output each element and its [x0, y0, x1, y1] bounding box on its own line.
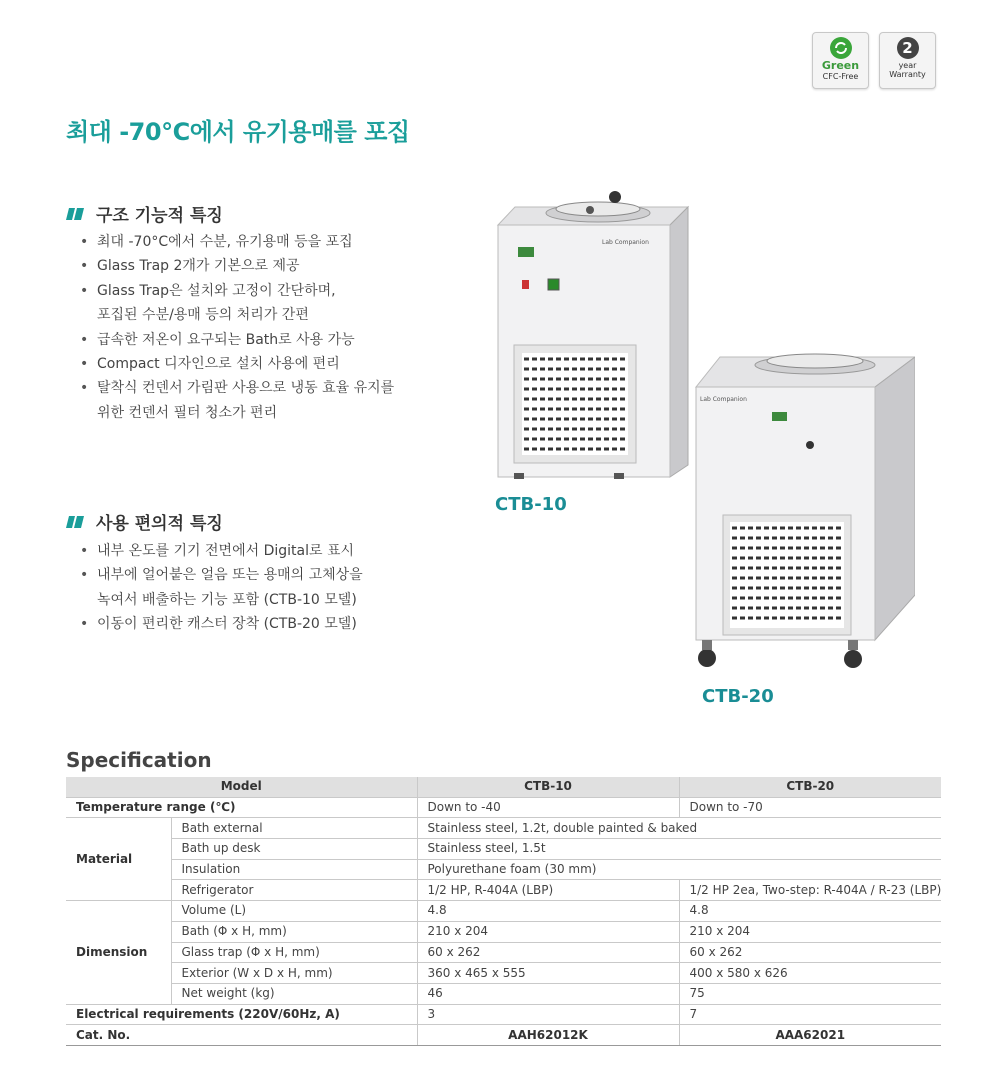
warranty-number: 2: [897, 37, 919, 59]
catno-ctb-20: AAA62021: [679, 1025, 941, 1046]
exterior-ctb-20: 400 x 580 x 626: [679, 963, 941, 984]
section-marker-icon: [66, 516, 84, 528]
warranty-badge: [879, 32, 936, 89]
header-model: Model: [66, 777, 417, 797]
bath-ctb-10: 210 x 204: [417, 921, 679, 942]
ctb-10-product-image: [490, 185, 690, 485]
table-row: [66, 859, 941, 880]
glass-trap-ctb-20: 60 x 262: [679, 942, 941, 963]
list-item: • Glass Trap은 설치와 고정이 간단하며, 포집된 수분/용매 등의 처리가 간편: [80, 279, 394, 328]
section-marker-icon: [66, 208, 84, 220]
table-row: [66, 1004, 941, 1025]
net-weight-ctb-10: 46: [417, 983, 679, 1004]
ctb-20-brand: Lab Companion: [700, 396, 747, 403]
structure-feature-list: [80, 230, 394, 425]
ctb-20-product-image: [690, 345, 915, 675]
temperature-label: Temperature range (℃): [66, 797, 417, 818]
exterior-label: Exterior (W x D x H, mm): [171, 963, 417, 984]
list-item: • Compact 디자인으로 설치 사용에 편리: [80, 352, 394, 376]
bath-external-label: Bath external: [171, 818, 417, 839]
section-structure-label: 구조 기능적 특징: [96, 206, 223, 226]
section-convenience-label: 사용 편의적 특징: [96, 514, 223, 534]
temperature-ctb-20: Down to -70: [679, 797, 941, 818]
ctb-10-label: CTB-10: [495, 494, 567, 515]
badge-warranty-line2: Warranty: [889, 70, 926, 79]
green-cfc-free-badge: [812, 32, 869, 89]
insulation-value: Polyurethane foam (30 mm): [417, 859, 941, 880]
catno-ctb-10: AAH62012K: [417, 1025, 679, 1046]
material-label: Material: [66, 818, 171, 901]
certification-badges: [812, 32, 936, 89]
table-row: [66, 797, 941, 818]
ctb-10-brand: Lab Companion: [602, 239, 649, 246]
bath-up-desk-label: Bath up desk: [171, 839, 417, 860]
badge-warranty-line1: year: [898, 61, 917, 70]
table-row: [66, 942, 941, 963]
convenience-feature-list: [80, 539, 363, 637]
exterior-ctb-10: 360 x 465 x 555: [417, 963, 679, 984]
list-item: • Glass Trap 2개가 기본으로 제공: [80, 254, 394, 278]
electrical-ctb-10: 3: [417, 1004, 679, 1025]
list-item: • 급속한 저온이 요구되는 Bath로 사용 가능: [80, 328, 394, 352]
bath-external-value: Stainless steel, 1.2t, double painted & baked: [417, 818, 941, 839]
section-title-convenience: [66, 509, 223, 534]
list-item: • 내부에 얼어붙은 얼음 또는 용매의 고체상을 녹여서 배출하는 기능 포함 (CTB-10 모델): [80, 563, 363, 612]
list-item: • 탈착식 컨덴서 가림판 사용으로 냉동 효율 유지를 위한 컨덴서 필터 청소가 편리: [80, 376, 394, 425]
table-row: [66, 921, 941, 942]
glass-trap-ctb-10: 60 x 262: [417, 942, 679, 963]
list-item: • 최대 -70°C에서 수분, 유기용매 등을 포집: [80, 230, 394, 254]
page-headline: 최대 -70°C에서 유기용매를 포집: [66, 118, 410, 146]
list-item: • 이동이 편리한 캐스터 장착 (CTB-20 모델): [80, 612, 363, 636]
ctb-20-label: CTB-20: [702, 686, 774, 707]
section-title-structure: [66, 201, 223, 226]
bath-label: Bath (Φ x H, mm): [171, 921, 417, 942]
net-weight-ctb-20: 75: [679, 983, 941, 1004]
list-item: • 내부 온도를 기기 전면에서 Digital로 표시: [80, 539, 363, 563]
electrical-ctb-20: 7: [679, 1004, 941, 1025]
table-row: [66, 880, 941, 901]
table-header-row: [66, 777, 941, 797]
volume-ctb-20: 4.8: [679, 901, 941, 922]
header-ctb-20: CTB-20: [679, 777, 941, 797]
header-ctb-10: CTB-10: [417, 777, 679, 797]
refrigerator-ctb-10: 1/2 HP, R-404A (LBP): [417, 880, 679, 901]
insulation-label: Insulation: [171, 859, 417, 880]
refrigerator-ctb-20: 1/2 HP 2ea, Two-step: R-404A / R-23 (LBP): [679, 880, 941, 901]
bath-up-desk-value: Stainless steel, 1.5t: [417, 839, 941, 860]
dimension-label: Dimension: [66, 901, 171, 1004]
badge-green-title: Green: [821, 59, 860, 72]
catno-label: Cat. No.: [66, 1025, 417, 1046]
volume-ctb-10: 4.8: [417, 901, 679, 922]
bath-ctb-20: 210 x 204: [679, 921, 941, 942]
temperature-ctb-10: Down to -40: [417, 797, 679, 818]
table-row: [66, 963, 941, 984]
recycle-icon: [830, 37, 852, 59]
glass-trap-label: Glass trap (Φ x H, mm): [171, 942, 417, 963]
table-row: [66, 983, 941, 1004]
table-row: [66, 901, 941, 922]
table-row: [66, 818, 941, 839]
specification-table: [66, 777, 941, 1046]
refrigerator-label: Refrigerator: [171, 880, 417, 901]
specification-title: Specification: [66, 748, 212, 772]
table-row: [66, 1025, 941, 1046]
electrical-label: Electrical requirements (220V/60Hz, A): [66, 1004, 417, 1025]
net-weight-label: Net weight (kg): [171, 983, 417, 1004]
table-row: [66, 839, 941, 860]
badge-green-sub: CFC-Free: [822, 72, 859, 81]
volume-label: Volume (L): [171, 901, 417, 922]
